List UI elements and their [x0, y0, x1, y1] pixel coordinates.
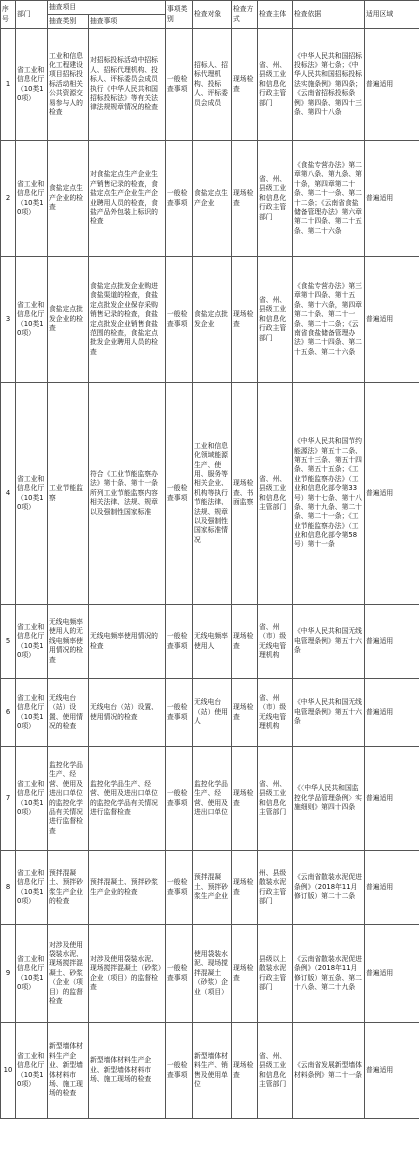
- cell-dept: 省工业和信息化厅（10类10项）: [16, 605, 48, 679]
- cell-subject: 省、州（市）级无线电管理机构: [258, 679, 293, 747]
- cell-matter: 预拌混凝土、预拌砂浆生产企业的检查: [89, 851, 166, 925]
- cell-method: 现场检查: [232, 605, 258, 679]
- cell-no: 5: [1, 605, 16, 679]
- cell-no: 2: [1, 141, 16, 257]
- cell-basis: 《云南省散装水泥促进条例》（2018年11月修订版）第二十二条: [293, 851, 365, 925]
- cell-target: 无线电台（站）使用人: [193, 679, 232, 747]
- cell-no: 10: [1, 1023, 16, 1119]
- cell-subject: 省、州、县级工业和信息化行政主管部门: [258, 257, 293, 383]
- cell-matter: 符合《工业节能监察办法》第十条、第十一条所列工业节能监察内容相关法律、法规、规章以及强制性国家标准: [89, 383, 166, 605]
- cell-subject: 州、县级散装水泥行政主管部门: [258, 851, 293, 925]
- cell-category: 食盐定点生产企业的检查: [48, 141, 89, 257]
- table-row: [1, 747, 419, 851]
- cell-target: 新型墙体材料生产、销售及使用单位: [193, 1023, 232, 1119]
- cell-scope: 普遍适用: [365, 141, 419, 257]
- cell-matter: 无线电频率使用情况的检查: [89, 605, 166, 679]
- cell-subject: 省、州、县级工业和信息化主管部门: [258, 383, 293, 605]
- header-row-1: [1, 1, 419, 15]
- cell-method: 现场检查: [232, 747, 258, 851]
- cell-type: 一般检查事项: [166, 29, 193, 141]
- cell-target: 招标人、招标代理机构、投标人、评标委员会成员: [193, 29, 232, 141]
- cell-dept: 省工业和信息化厅（10类10项）: [16, 1023, 48, 1119]
- cell-target: 工业和信息化领域能源生产、使用、服务等相关企业、机构等执行节能法律、法规、规章以及强制性国家标准情况: [193, 383, 232, 605]
- cell-method: 现场检查: [232, 679, 258, 747]
- cell-no: 4: [1, 383, 16, 605]
- cell-basis: 《〈中华人民共和国监控化学品管理条例〉实施细则》第四十四条: [293, 747, 365, 851]
- cell-matter: 对招标投标活动中招标人、招标代理机构、投标人、评标委员会成员执行《中华人民共和国招标投标法》等有关法律法规规章情况的检查: [89, 29, 166, 141]
- cell-type: 一般检查事项: [166, 257, 193, 383]
- cell-basis: 《食盐专营办法》第三章第十四条、第十五条、第十六条，第四章第二十条、第二十一条、第二十二条；《云南省食盐储备管理办法》第二十四条、第二十五条、第二十六条: [293, 257, 365, 383]
- cell-subject: 省、州、县级工业和信息化主管部门: [258, 1023, 293, 1119]
- cell-dept: 省工业和信息化厅（10类10项）: [16, 141, 48, 257]
- cell-basis: 《中华人民共和国无线电管理条例》第五十六条: [293, 679, 365, 747]
- cell-dept: 省工业和信息化厅（10类10项）: [16, 747, 48, 851]
- cell-dept: 省工业和信息化厅（10类10项）: [16, 851, 48, 925]
- cell-method: 现场检查、书面监察: [232, 383, 258, 605]
- table-row: [1, 383, 419, 605]
- header-subject: 检查主体: [258, 1, 293, 29]
- cell-scope: 普遍适用: [365, 1023, 419, 1119]
- cell-scope: 普遍适用: [365, 851, 419, 925]
- cell-subject: 省、州、县级工业和信息化行政主管部门: [258, 141, 293, 257]
- cell-category: 工业节能监察: [48, 383, 89, 605]
- cell-scope: 普遍适用: [365, 605, 419, 679]
- header-category: 抽查类别: [48, 15, 89, 29]
- cell-matter: 对食盐定点生产企业生产销售记录的检查，食盐定点生产企业生产企业聘用人员的检查，食盐产品外包装上标识的检查: [89, 141, 166, 257]
- cell-target: 使用袋装水泥、现场搅拌混凝土（砂浆）企业（项目）: [193, 925, 232, 1023]
- header-type: 事项类别: [166, 1, 193, 29]
- cell-category: 监控化学品生产、经营、使用及进出口单位的监控化学品有关情况进行监督检查: [48, 747, 89, 851]
- table-row: [1, 605, 419, 679]
- cell-target: 食盐定点批发企业: [193, 257, 232, 383]
- cell-matter: 无线电台（站）设置、使用情况的检查: [89, 679, 166, 747]
- header-basis: 检查依据: [293, 1, 365, 29]
- cell-type: 一般检查事项: [166, 383, 193, 605]
- cell-matter: 监控化学品生产、经营、使用及进出口单位的监控化学品有关情况进行监督检查: [89, 747, 166, 851]
- cell-scope: 普遍适用: [365, 679, 419, 747]
- cell-type: 一般检查事项: [166, 925, 193, 1023]
- header-target: 检查对象: [193, 1, 232, 29]
- cell-dept: 省工业和信息化厅（10类10项）: [16, 679, 48, 747]
- cell-no: 3: [1, 257, 16, 383]
- cell-target: 食盐定点生产企业: [193, 141, 232, 257]
- header-item: 抽查项目: [48, 1, 166, 15]
- cell-type: 一般检查事项: [166, 747, 193, 851]
- header-matter: 抽查事项: [89, 15, 166, 29]
- cell-target: 预拌混凝土、预拌砂浆生产企业: [193, 851, 232, 925]
- cell-scope: 普遍适用: [365, 747, 419, 851]
- cell-method: 现场检查: [232, 1023, 258, 1119]
- cell-no: 8: [1, 851, 16, 925]
- cell-scope: 普遍适用: [365, 29, 419, 141]
- cell-category: 无线电频率使用人的无线电频率使用情况的检查: [48, 605, 89, 679]
- cell-category: 预拌混凝土、预拌砂浆生产企业的检查: [48, 851, 89, 925]
- table-row: [1, 1023, 419, 1119]
- cell-dept: 省工业和信息化厅（10类10项）: [16, 29, 48, 141]
- cell-dept: 省工业和信息化厅（10类10项）: [16, 925, 48, 1023]
- cell-subject: 省、州（市）级无线电管理机构: [258, 605, 293, 679]
- cell-scope: 普遍适用: [365, 257, 419, 383]
- cell-method: 现场检查: [232, 141, 258, 257]
- cell-method: 现场检查: [232, 257, 258, 383]
- table-row: [1, 141, 419, 257]
- cell-basis: 《云南省散装水泥促进条例》（2018年11月修订版）第五条、第二十八条、第二十九条: [293, 925, 365, 1023]
- table-row: [1, 257, 419, 383]
- cell-type: 一般检查事项: [166, 1023, 193, 1119]
- cell-category: 无线电台（站）设置、使用情况的检查: [48, 679, 89, 747]
- table-row: [1, 851, 419, 925]
- table-row: [1, 679, 419, 747]
- cell-subject: 省、州、县级工业和信息化行政主管部门: [258, 29, 293, 141]
- cell-basis: 《中华人民共和国节约能源法》第五十二条、第五十三条、第五十四条、第五十五条；《工业节能监察办法》（工业和信息化部令第33号）第十七条、第十八条、第十九条、第二十条、第二十一条；《工业节能监察办法》（工业和信息化部令第58号）第十一条: [293, 383, 365, 605]
- table-row: [1, 29, 419, 141]
- cell-subject: 县级以上散装水泥行政主管部门: [258, 925, 293, 1023]
- cell-dept: 省工业和信息化厅（10类10项）: [16, 383, 48, 605]
- cell-method: 现场检查: [232, 29, 258, 141]
- cell-matter: 食盐定点批发企业购进食盐渠道的检查，食盐定点批发企业保存采购销售记录的检查，食盐定点批发企业销售食盐范围的检查，食盐定点批发企业聘用人员的检查: [89, 257, 166, 383]
- table-row: [1, 925, 419, 1023]
- cell-target: 监控化学品生产、经营、使用及进出口单位: [193, 747, 232, 851]
- cell-no: 6: [1, 679, 16, 747]
- cell-type: 一般检查事项: [166, 851, 193, 925]
- cell-basis: 《食盐专营办法》第二章第八条、第九条、第十条，第四章第二十条、第二十一条、第二十二条；《云南省食盐储备管理办法》第六章第二十四条、第二十五条、第二十六条: [293, 141, 365, 257]
- cell-type: 一般检查事项: [166, 679, 193, 747]
- cell-no: 1: [1, 29, 16, 141]
- cell-basis: 《中华人民共和国无线电管理条例》第五十六条: [293, 605, 365, 679]
- cell-basis: 《中华人民共和国招标投标法》第七条；《中华人民共和国招标投标法实施条例》第四条；《云南省招标投标条例》第四条、第四十三条、第四十八条: [293, 29, 365, 141]
- cell-type: 一般检查事项: [166, 141, 193, 257]
- header-scope: 适用区域: [365, 1, 419, 29]
- header-dept: 部门: [16, 1, 48, 29]
- cell-scope: 普遍适用: [365, 383, 419, 605]
- cell-method: 现场检查: [232, 925, 258, 1023]
- cell-no: 9: [1, 925, 16, 1023]
- cell-category: 新型墙体材料生产企业、新型墙体材料市场、施工现场的检查: [48, 1023, 89, 1119]
- cell-matter: 新型墙体材料生产企业、新型墙体材料市场、施工现场的检查: [89, 1023, 166, 1119]
- cell-basis: 《云南省发展新型墙体材料条例》第二十一条: [293, 1023, 365, 1119]
- cell-category: 对涉及使用袋装水泥、现场搅拌混凝土、砂浆（企业（项目）的监督检查: [48, 925, 89, 1023]
- cell-dept: 省工业和信息化厅（10类10项）: [16, 257, 48, 383]
- cell-category: 食盐定点批发企业的检查: [48, 257, 89, 383]
- cell-target: 无线电频率使用人: [193, 605, 232, 679]
- cell-no: 7: [1, 747, 16, 851]
- cell-matter: 对涉及使用袋装水泥、现场搅拌混凝土（砂浆）企业（项目）的监督检查: [89, 925, 166, 1023]
- header-method: 检查方式: [232, 1, 258, 29]
- cell-method: 现场检查: [232, 851, 258, 925]
- cell-category: 工业和信息化工程建设项目招标投标活动相关公共资源交易参与人的检查: [48, 29, 89, 141]
- cell-subject: 省、州、县级工业和信息化主管部门: [258, 747, 293, 851]
- header-no: 序号: [1, 1, 16, 29]
- cell-type: 一般检查事项: [166, 605, 193, 679]
- cell-scope: 普遍适用: [365, 925, 419, 1023]
